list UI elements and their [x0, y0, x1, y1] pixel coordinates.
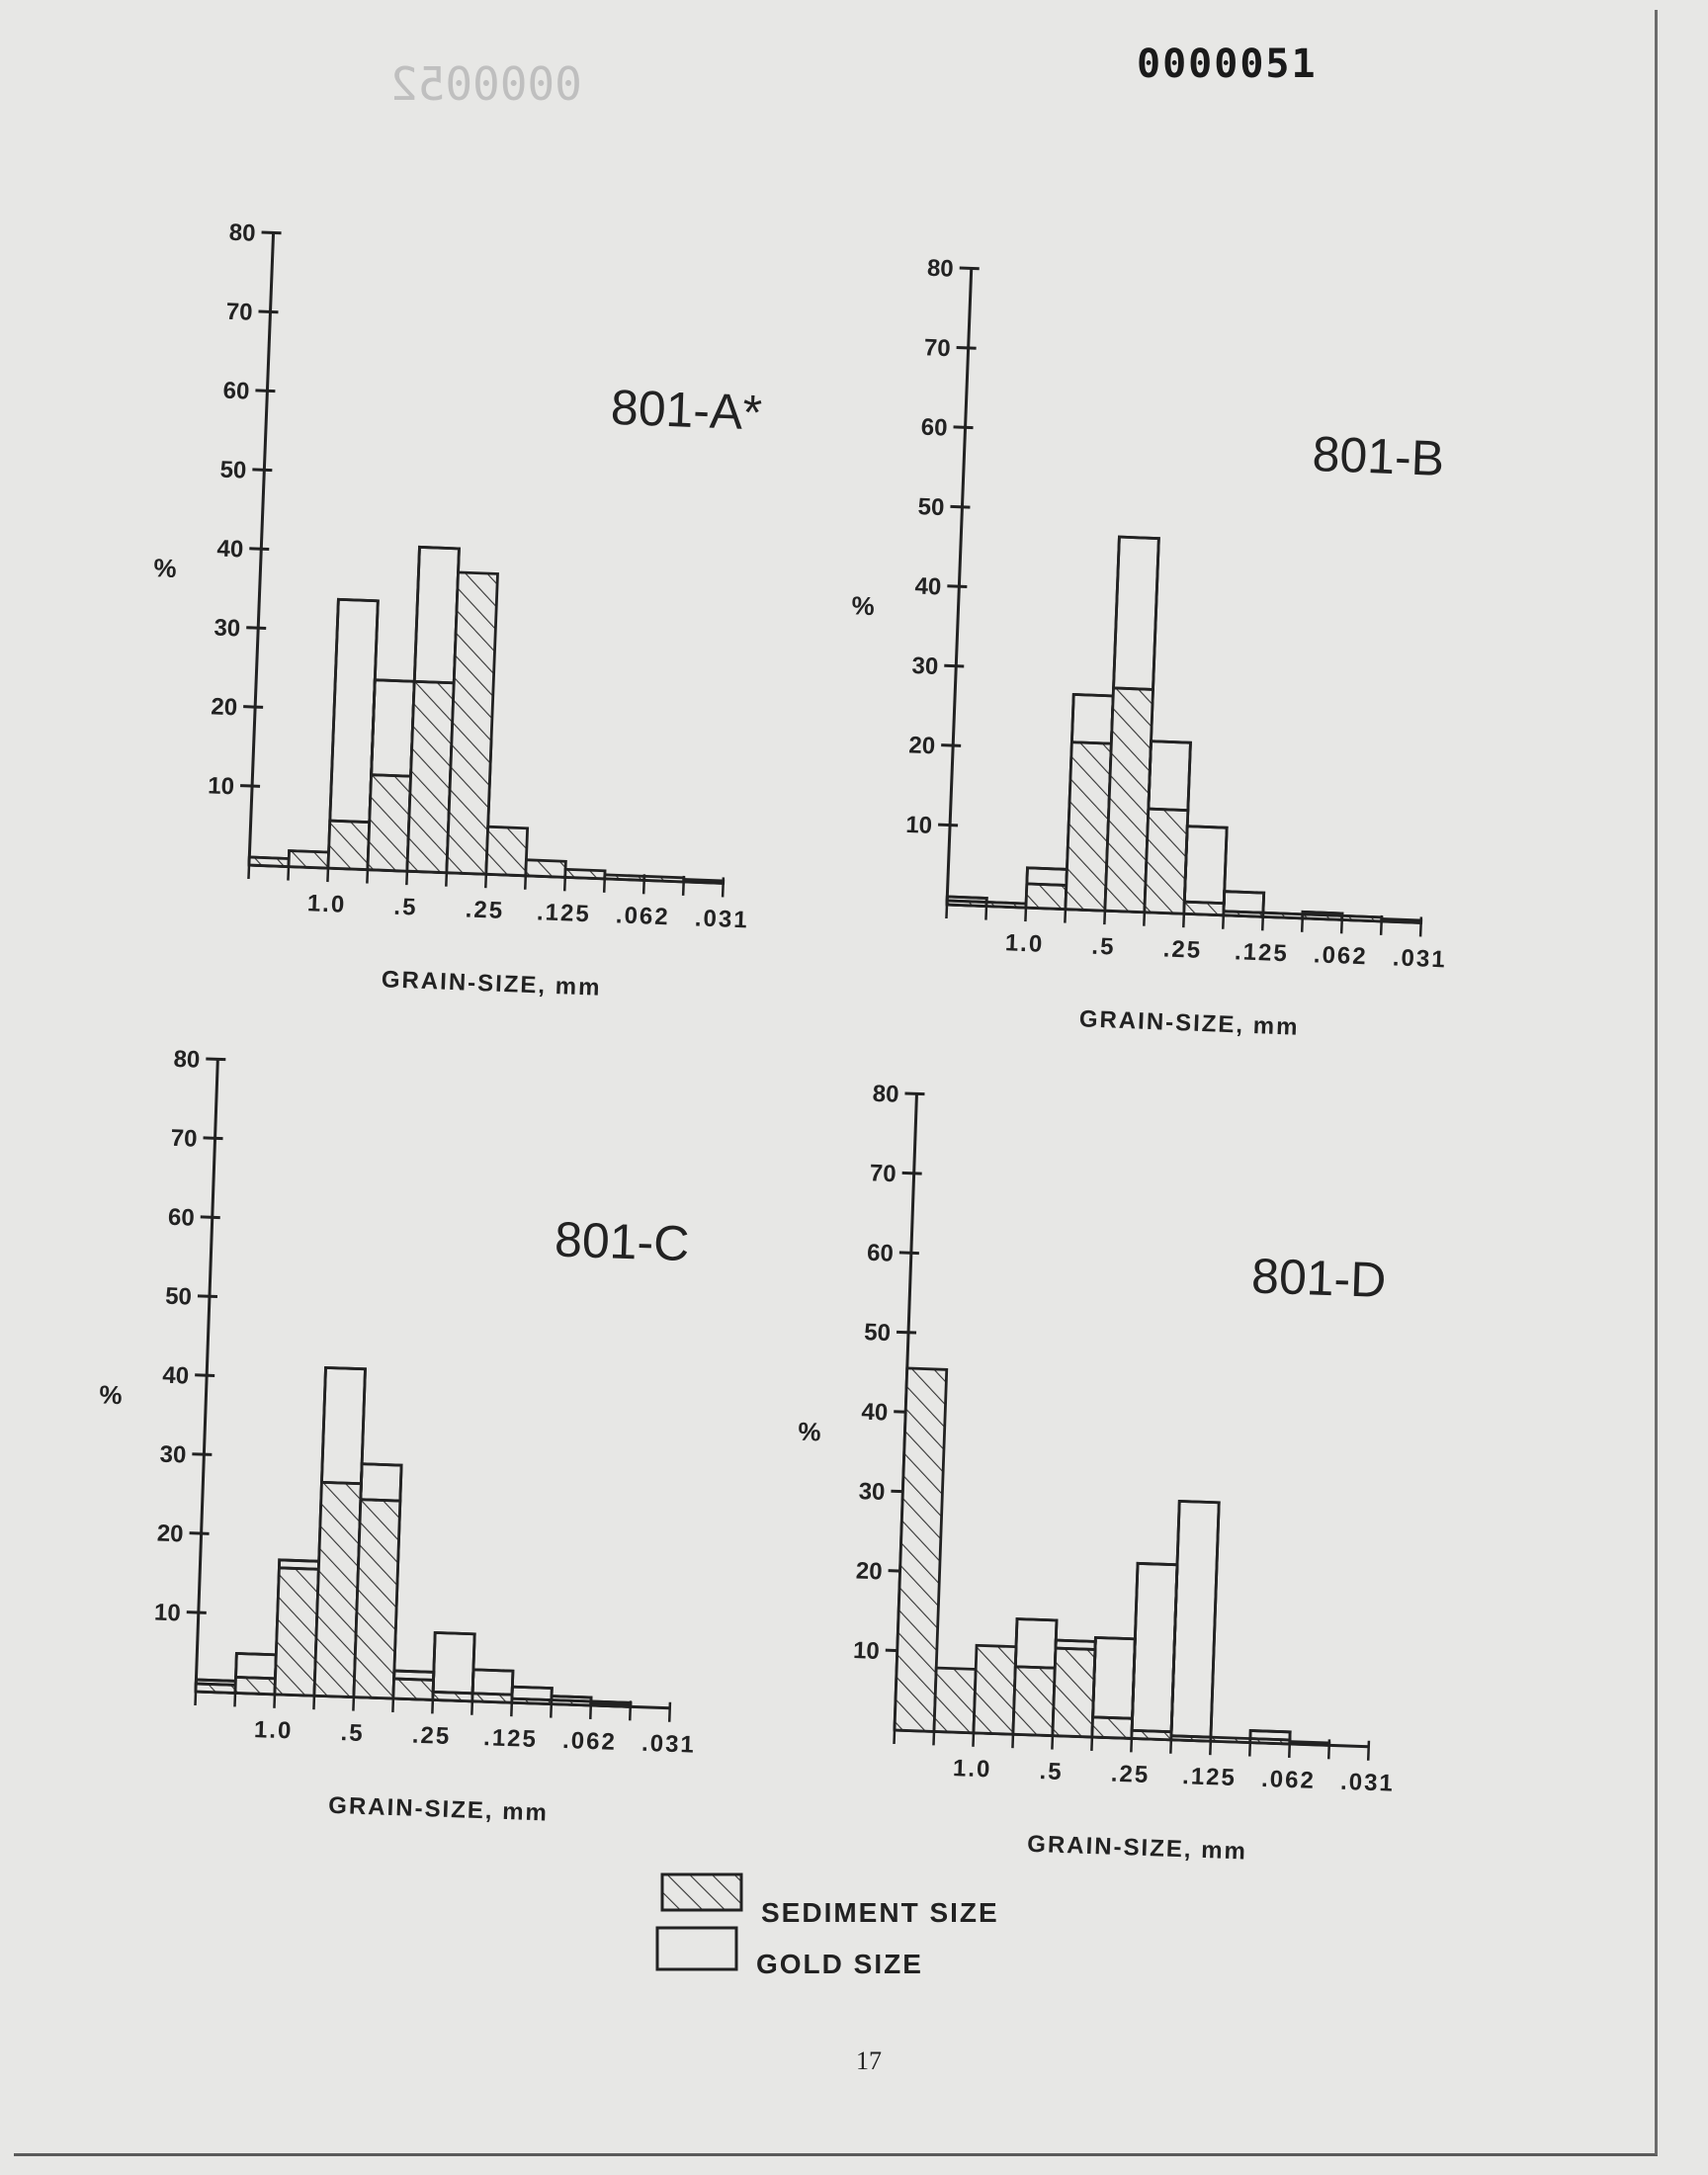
chart-3 — [784, 1079, 1418, 1870]
bar-sediment-size — [354, 1500, 400, 1698]
x-tick-label: .5 — [1090, 932, 1116, 961]
y-tick — [899, 1253, 919, 1254]
bar-gold-size-top — [1132, 1563, 1177, 1731]
x-axis-label: GRAIN-SIZE, mm — [1026, 1830, 1248, 1866]
bar-gold-size-top — [1015, 1619, 1057, 1669]
y-tick — [192, 1454, 212, 1455]
x-tick-label: .125 — [536, 899, 592, 928]
y-tick — [255, 391, 275, 392]
chart-title: 801-D — [1250, 1248, 1388, 1309]
bar-gold-size-top — [512, 1687, 552, 1699]
y-tick-label: 60 — [920, 413, 949, 442]
y-tick-label: 10 — [207, 772, 235, 801]
bar-sediment-size — [275, 1568, 318, 1696]
bar-sediment-size — [328, 821, 370, 870]
x-tick-label: .062 — [1260, 1765, 1317, 1794]
bar-gold-size-top — [1027, 868, 1068, 886]
bar-gold-size-top — [361, 1464, 401, 1501]
bar-sediment-size — [1013, 1667, 1055, 1736]
y-tick-label: 30 — [911, 652, 939, 680]
bar-gold-size-top — [372, 680, 415, 776]
legend-item-gold — [657, 1928, 923, 1979]
bar-gold-size-top — [321, 1367, 365, 1483]
y-tick — [204, 1138, 223, 1139]
chart-title: 801-A* — [609, 379, 763, 441]
bar-gold-size-top — [1303, 912, 1342, 915]
y-tick — [897, 1332, 916, 1333]
bar-gold-size-top — [236, 1653, 277, 1678]
bar-sediment-size — [1066, 742, 1111, 911]
y-tick — [954, 427, 974, 428]
bar-sediment-size — [1211, 1737, 1250, 1742]
y-tick-label: 50 — [917, 493, 945, 522]
bar-sediment-size — [486, 826, 528, 876]
y-tick-label: 50 — [863, 1319, 892, 1348]
bar-gold-size-top — [1184, 826, 1227, 904]
y-tick — [198, 1296, 217, 1297]
chart-0 — [137, 217, 775, 1006]
bar-sediment-size — [605, 875, 644, 881]
x-tick-label: .062 — [561, 1726, 618, 1756]
y-tick — [187, 1612, 207, 1613]
y-tick — [243, 707, 263, 708]
legend-swatch-gold — [657, 1928, 736, 1969]
y-tick — [195, 1375, 214, 1376]
y-tick-label: 70 — [225, 298, 253, 326]
bar-sediment-size — [1026, 884, 1067, 910]
bar-sediment-size — [1053, 1648, 1095, 1737]
y-axis-label: % — [98, 1379, 124, 1411]
y-tick-label: 20 — [210, 693, 238, 722]
bar-sediment-size — [974, 1645, 1016, 1734]
y-tick-label: 30 — [858, 1478, 886, 1507]
y-tick — [249, 549, 269, 550]
x-tick-label: .125 — [1181, 1763, 1238, 1792]
y-tick-label: 40 — [914, 572, 942, 601]
y-tick-label: 30 — [159, 1440, 187, 1469]
y-tick-label: 40 — [216, 535, 244, 564]
y-tick-label: 40 — [861, 1398, 889, 1427]
bar-sediment-size — [934, 1668, 976, 1733]
bar-sediment-size — [235, 1677, 276, 1694]
bar-gold-size-top — [279, 1560, 318, 1569]
bar-sediment-size — [1092, 1717, 1133, 1739]
bar-sediment-size — [249, 857, 289, 867]
chart-title: 801-B — [1311, 425, 1446, 486]
bar-gold-size-top — [196, 1680, 235, 1685]
bar-gold-size — [1132, 1563, 1177, 1739]
y-tick — [190, 1533, 210, 1534]
x-tick-label: .25 — [1110, 1760, 1151, 1789]
y-tick — [201, 1217, 220, 1218]
bar-sediment-size — [368, 775, 411, 871]
y-tick-label: 40 — [161, 1361, 190, 1390]
y-tick-label: 80 — [926, 254, 955, 283]
bar-sediment-size — [644, 876, 684, 882]
y-tick-label: 10 — [904, 811, 933, 839]
y-tick — [240, 786, 260, 787]
bar-sediment-size — [1342, 915, 1382, 921]
bar-sediment-size — [1290, 1742, 1329, 1746]
x-tick-label: .5 — [392, 893, 418, 921]
document-number: 0000051 — [1137, 42, 1318, 87]
legend-label-gold: GOLD SIZE — [756, 1949, 923, 1979]
bar-gold-size-top — [1056, 1640, 1095, 1649]
bar-sediment-size — [289, 851, 329, 869]
bar-gold-size-top — [947, 897, 986, 903]
x-tick-label: .5 — [1039, 1758, 1065, 1785]
y-tick — [904, 1093, 924, 1094]
chart-2 — [85, 1044, 720, 1832]
legend — [657, 1874, 999, 1979]
y-tick-label: 20 — [156, 1520, 185, 1548]
y-tick — [246, 628, 266, 629]
y-tick — [944, 665, 964, 666]
bar-sediment-size — [526, 860, 566, 878]
x-tick-label: 1.0 — [306, 890, 347, 918]
y-axis-label: % — [797, 1416, 822, 1447]
y-tick-label: 30 — [213, 614, 241, 643]
bar-sediment-size — [986, 903, 1026, 909]
y-tick — [947, 586, 967, 587]
y-tick-label: 60 — [222, 377, 250, 405]
x-tick-label: .031 — [694, 905, 750, 934]
x-axis-label: GRAIN-SIZE, mm — [381, 966, 602, 1001]
y-axis-label: % — [152, 553, 178, 583]
y-tick-label: 80 — [228, 218, 257, 247]
y-tick-label: 20 — [907, 732, 936, 760]
legend-item-sediment — [662, 1874, 999, 1928]
page-number: 17 — [856, 2046, 882, 2075]
x-tick — [1368, 1741, 1369, 1761]
bar-gold-size-top — [472, 1670, 513, 1695]
bar-sediment-size — [1382, 918, 1421, 922]
bar-gold-size-top — [1093, 1637, 1136, 1718]
y-tick — [902, 1173, 922, 1174]
y-tick-label: 10 — [852, 1636, 881, 1665]
y-tick-label: 70 — [170, 1124, 198, 1153]
x-tick-label: 1.0 — [253, 1716, 294, 1745]
y-tick-label: 70 — [869, 1160, 897, 1188]
x-tick-label: .031 — [1392, 944, 1448, 974]
x-tick-label: .125 — [1234, 938, 1290, 968]
y-tick — [938, 825, 958, 826]
y-tick — [950, 506, 970, 507]
x-tick-label: .062 — [615, 902, 671, 931]
y-tick — [960, 268, 980, 269]
bar-sediment-size — [684, 879, 724, 883]
x-tick-label: .031 — [640, 1729, 697, 1759]
y-tick-label: 60 — [866, 1239, 895, 1267]
y-tick — [206, 1059, 225, 1060]
y-axis-label: % — [850, 590, 876, 622]
legend-swatch-sediment — [662, 1874, 741, 1910]
y-tick-label: 10 — [153, 1599, 182, 1627]
x-tick-label: .031 — [1339, 1768, 1396, 1797]
y-tick — [941, 745, 961, 746]
x-tick — [669, 1702, 670, 1722]
bar-gold-size-top — [591, 1701, 631, 1704]
chart-title: 801-C — [554, 1211, 691, 1272]
x-axis-label: GRAIN-SIZE, mm — [327, 1791, 550, 1827]
x-tick-label: .125 — [482, 1724, 539, 1754]
y-tick-label: 20 — [855, 1557, 884, 1586]
x-tick-label: .062 — [1313, 941, 1369, 971]
bar-gold-size-top — [1149, 741, 1191, 811]
bar-gold-size-top — [414, 547, 459, 682]
x-tick-label: .25 — [411, 1721, 452, 1751]
x-tick-label: .25 — [465, 896, 505, 924]
bar-gold-size-top — [1071, 694, 1113, 743]
bar-gold-size-top — [1114, 537, 1159, 689]
bleed-through-doc-number: 0000052 — [390, 57, 582, 111]
x-tick-label: 1.0 — [952, 1755, 992, 1784]
y-tick — [252, 470, 272, 471]
bar-gold-size-top — [394, 1671, 434, 1680]
x-tick-label: .25 — [1162, 935, 1203, 964]
y-tick — [262, 232, 282, 233]
legend-label-sediment: SEDIMENT SIZE — [761, 1897, 999, 1928]
bar-gold-size-top — [1171, 1501, 1219, 1737]
y-tick-label: 60 — [167, 1203, 196, 1232]
bar-gold-size-top — [433, 1632, 474, 1693]
bar-sediment-size — [393, 1679, 434, 1699]
x-axis-label: GRAIN-SIZE, mm — [1078, 1005, 1300, 1041]
y-tick-label: 80 — [173, 1045, 201, 1074]
y-tick-label: 50 — [164, 1282, 193, 1311]
y-tick — [957, 347, 977, 348]
bar-sediment-size — [1263, 913, 1303, 918]
x-tick-label: .5 — [340, 1719, 366, 1747]
x-tick-label: 1.0 — [1004, 929, 1045, 958]
bar-gold-size-top — [1224, 892, 1264, 914]
y-tick-label: 70 — [923, 334, 952, 363]
y-tick-label: 80 — [872, 1080, 899, 1108]
bar-sediment-size — [565, 869, 605, 879]
y-tick — [259, 311, 279, 312]
y-tick-label: 50 — [219, 456, 247, 484]
bar-gold-size-top — [1250, 1730, 1290, 1739]
bar-sediment-size — [1145, 809, 1188, 914]
bar-gold-size-top — [552, 1696, 591, 1701]
chart-1 — [835, 252, 1473, 1046]
